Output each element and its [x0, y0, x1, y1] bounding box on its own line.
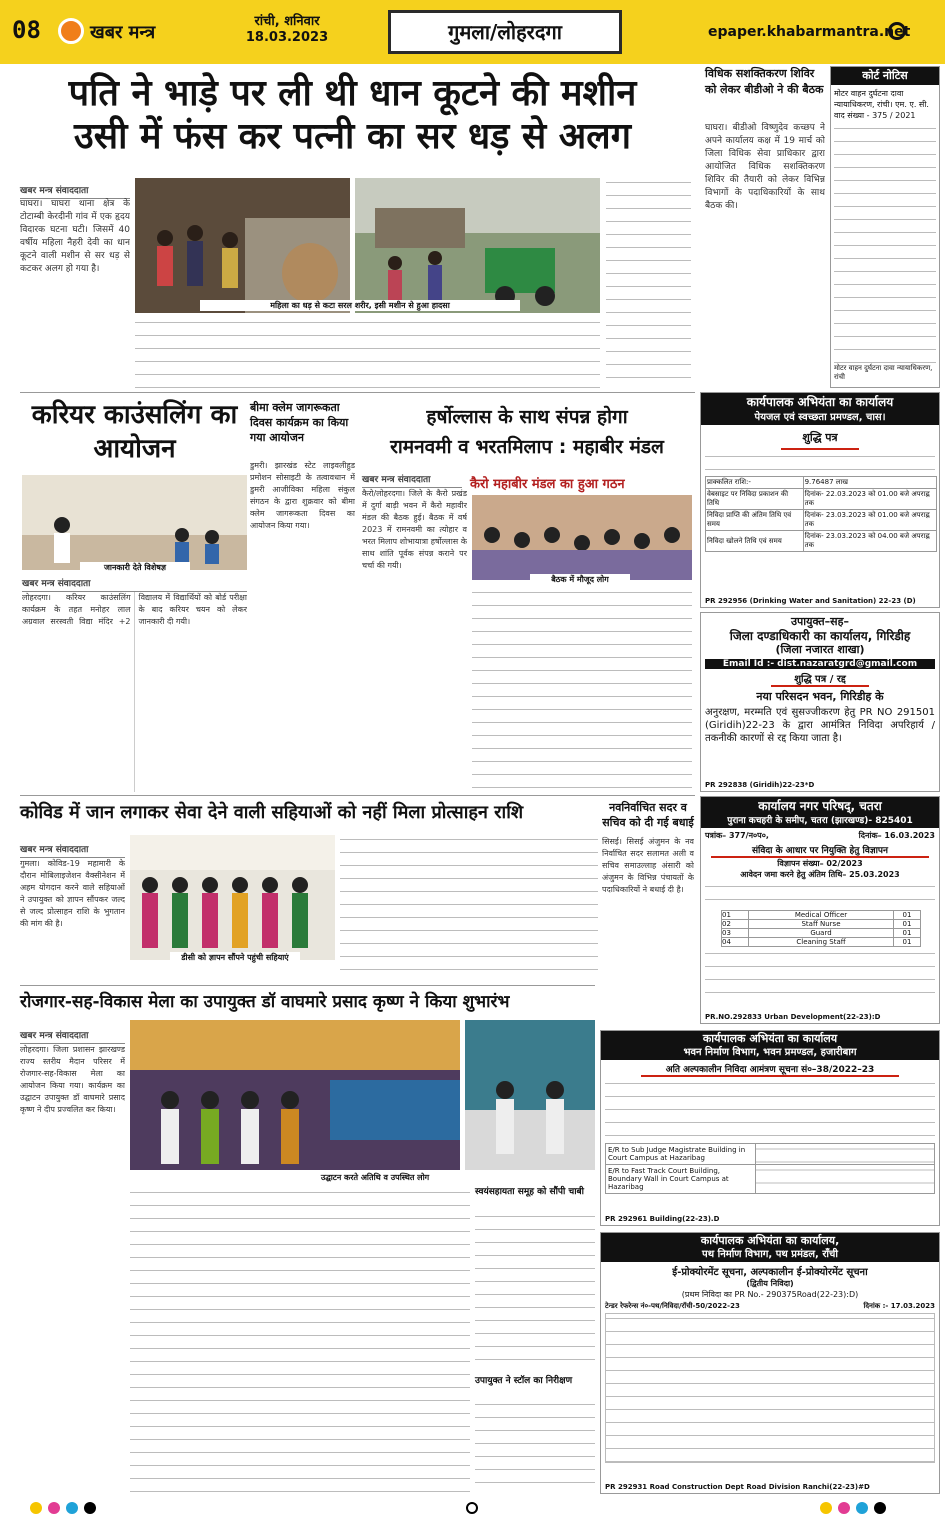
chatra-subhead: संविदा के आधार पर नियुक्ति हेतु विज्ञापन: [711, 843, 929, 858]
registration-dot-icon: [30, 1502, 42, 1514]
rojgar-side-body-2: [475, 1400, 595, 1492]
print-registration-footer: [0, 1499, 945, 1517]
ranchi-pr: PR 292931 Road Construction Dept Road Division Ranchi(22-23)#D: [605, 1483, 870, 1491]
photo-meeting-icon: [472, 495, 692, 580]
court-notice-body: मोटर वाहन दुर्घटना दावा न्यायाधिकरण, रांची। एम. ए. सी. वाद संख्या - 375 / 2021: [834, 89, 929, 120]
chas-row-label: वेबसाइट पर निविदा प्रकाशन की तिथि: [706, 489, 804, 510]
court-notice-ad: [830, 66, 940, 388]
vidhik-lead: घाघरा। बीडीओ विष्णुदेव कच्छप ने अपने कार्यालय कक्ष में 19 मार्च को जिला विधिक सेवा प्राधिकार द्वारा आयोजित विधिक सशक्तिकरण शिविर की तैयारी को लेकर विभिन्न विभागों के पदाधिकारियों के साथ बैठक की।: [705, 123, 825, 211]
main-byline: खबर मन्त्र संवाददाता: [20, 183, 130, 199]
hazaribagh-title-2: भवन निर्माण विभाग, भवन प्रमण्डल, हजारीबाग: [601, 1046, 939, 1060]
chatra-posts-table: [721, 910, 921, 947]
ranchi-date: दिनांक :- 17.03.2023: [863, 1302, 935, 1310]
giridih-body-2: अनुरक्षण, मरम्मति एवं सुसज्जीकरण हेतु PR NO 291501 (Giridih)22-23 के द्वारा आमंत्रित निविदा अपरिहार्य / तकनीकी कारणों से रद्द किया जाता है।: [705, 707, 935, 744]
ramnavami-headline-line-2: रामनवमी व भरतमिलाप : महाबीर मंडल: [390, 436, 664, 458]
giridih-title-1: उपायुक्त–सह–: [791, 615, 849, 628]
site-link[interactable]: epaper.khabarmantra.net: [708, 24, 911, 40]
ramnavami-byline: खबर मन्त्र संवाददाता: [362, 472, 462, 488]
chas-row-value: दिनांक- 22.03.2023 को 01.00 बजे अपराह्न तक: [803, 489, 936, 510]
photo-people-icon: [135, 178, 350, 313]
main-headline-line-1: पति ने भाड़े पर ली थी धान कूटने की मशीन: [68, 73, 637, 114]
ramnavami-body: [472, 588, 692, 788]
main-body-lower: [135, 318, 600, 388]
chatra-subtitle: पुराना कचहरी के समीप, चतरा (झारखण्ड)- 825401: [701, 815, 939, 828]
chatra-post-name: Staff Nurse: [748, 920, 893, 929]
chatra-patrank: पत्रांक– 377/न०प०,: [705, 831, 769, 840]
chas-row-label: निविदा खोलने तिथि एवं समय: [706, 531, 804, 552]
hazaribagh-subhead: अति अल्पकालीन निविदा आमंत्रण सूचना सं०–38/2022–23: [641, 1062, 899, 1077]
chas-subtitle: पेयजल एवं स्वच्छता प्रमण्डल, चास।: [701, 411, 939, 425]
photo-event-icon: [130, 1020, 460, 1170]
ramnavami-photo: [472, 495, 692, 580]
chatra-vigyapan: विज्ञापन संख्या– 02/2023: [777, 859, 863, 868]
chatra-ref: [705, 830, 935, 841]
chatra-post-count: 01: [894, 911, 921, 920]
covid-byline: खबर मन्त्र संवाददाता: [20, 842, 125, 858]
covid-headline: कोविड में जान लगाकर सेवा देने वाली सहियाओं को नहीं मिला प्रोत्साहन राशि: [20, 802, 524, 823]
chatra-post-num: 04: [722, 938, 749, 947]
court-notice-footer: मोटर वाहन दुर्घटना दावा न्यायाधिकरण, रांची: [834, 364, 933, 381]
chatra-post-name: Cleaning Staff: [748, 938, 893, 947]
chas-title: कार्यपालक अभियंता का कार्यालय: [701, 393, 939, 411]
chatra-last-date: आवेदन जमा करने हेतु अंतिम तिथि– 25.03.2023: [740, 870, 900, 879]
hazaribagh-pr: PR 292961 Building(22-23).D: [605, 1215, 720, 1223]
chas-row-value: 9.76487 लाख: [803, 477, 936, 489]
rojgar-side-head-1: स्वयंसहायता समूह को सौंपी चाबी: [475, 1187, 584, 1197]
career-photo-caption: जानकारी देते विशेषज्ञ: [80, 562, 190, 573]
insurance-headline: बीमा क्लेम जागरूकता दिवस कार्यक्रम का किया गया आयोजन: [250, 401, 349, 444]
insurance-lead: डुमरी। झारखंड स्टेट लाइवलीहुड प्रमोशन सोसाइटी के तत्वावधान में डुमरी आजीविका महिला संकुल संगठन के द्वारा शुक्रवार को बीमा क्लेम जागरूकता दिवस का आयोजन किया गया।: [250, 461, 355, 530]
rojgar-photo-1: [130, 1020, 460, 1170]
rojgar-lead: लोहरदगा। जिला प्रशासन झारखण्ड राज्य स्तरीय मैदान परिसर में रोजगार-सह-विकास मेला का आयोजन किया गया। कार्यक्रम का उद्घाटन उपायुक्त डॉ वाघमारे प्रसाद कृष्ण ने दीप प्रज्वलित कर किया।: [20, 1045, 125, 1114]
chas-row-value: दिनांक- 23.03.2023 को 01.00 बजे अपराह्न तक: [803, 510, 936, 531]
main-headline-line-2: उसी में फंस कर पत्नी का सर धड़ से अलग: [74, 116, 631, 157]
career-photo: [22, 475, 247, 570]
giridih-email: Email Id :- dist.nazaratgrd@gmail.com: [705, 659, 935, 669]
hazaribagh-title-1: कार्यपालक अभियंता का कार्यालय: [601, 1031, 939, 1046]
chas-row-label: निविदा प्राप्ति की अंतिम तिथि एवं समय: [706, 510, 804, 531]
rojgar-byline: खबर मन्त्र संवाददाता: [20, 1028, 125, 1044]
photo-machine-icon: [355, 178, 600, 313]
registration-dot-icon: [66, 1502, 78, 1514]
brand-name: खबर मन्त्र: [90, 22, 156, 43]
vidhik-headline: विधिक सशक्तिकरण शिविर को लेकर बीडीओ ने की बैठक: [705, 67, 824, 96]
secretary-headline: नवनिर्वाचित सदर व सचिव को दी गई बधाई: [602, 801, 694, 829]
ranchi-title-1: कार्यपालक अभियंता का कार्यालय,: [601, 1233, 939, 1248]
chatra-post-num: 02: [722, 920, 749, 929]
covid-lead: गुमला। कोविड-19 महामारी के दौरान मोबिलाइजेशन वैक्सीनेशन में अहम योगदान करने वाले सहियाओं ने उपायुक्त को ज्ञापन सौंपकर जल्द से जल्द प्रोत्साहन राशि के भुगतान की मांग की है।: [20, 859, 125, 928]
ranchi-ref: (प्रथम निविदा का PR No.- 290375Road(22-23):D): [681, 1290, 859, 1299]
chatra-date: दिनांक– 16.03.2023: [858, 831, 935, 840]
hazaribagh-ad: [600, 1030, 940, 1226]
chatra-notes: [705, 949, 935, 1001]
rojgar-body: [130, 1188, 470, 1493]
chas-table: [705, 476, 937, 552]
photo-group-icon: [130, 835, 335, 960]
ranchi-title-2: पथ निर्माण विभाग, पथ प्रमंडल, राँची: [601, 1248, 939, 1262]
career-lead: लोहरदगा। करियर काउंसलिंग कार्यक्रम के तहत मनोहर लाल अग्रवाल सरस्वती विद्या मंदिर +2 विद्यालय में विद्यार्थियों को बोर्ड परीक्षा के बाद करियर चयन को लेकर जानकारी दी गयी।: [22, 593, 247, 626]
main-photo-caption: महिला का धड़ से कटा सरल शरीर, इसी मशीन से हुआ हादसा: [200, 300, 520, 311]
main-headline: [20, 72, 685, 158]
giridih-subtitle: शुद्धि पत्र / रद्द: [771, 671, 869, 687]
rojgar-side-body-1: [475, 1212, 595, 1372]
ramnavami-photo-caption: बैठक में मौजूद लोग: [530, 574, 630, 585]
crosshair-icon: [466, 1502, 478, 1514]
ramnavami-subhead: कैरो महाबीर मंडल का हुआ गठन: [470, 477, 625, 492]
career-headline: करियर काउंसलिंग का आयोजन: [31, 400, 238, 464]
registration-dot-icon: [874, 1502, 886, 1514]
hazaribagh-table: [605, 1143, 935, 1194]
rojgar-photo-2: [465, 1020, 595, 1170]
masthead: [0, 0, 945, 64]
place: रांची, शनिवार: [254, 14, 320, 29]
ranchi-tender-row: [605, 1302, 935, 1311]
divider: [20, 795, 695, 796]
chatra-post-name: Medical Officer: [748, 911, 893, 920]
chas-pr: PR 292956 (Drinking Water and Sanitation) 22-23 (D): [705, 597, 916, 605]
registration-dot-icon: [838, 1502, 850, 1514]
main-photo-left: [135, 178, 350, 313]
chatra-ad: [700, 796, 940, 1024]
chatra-title: कार्यालय नगर परिषद्, चतरा: [701, 797, 939, 815]
rojgar-side-head-2: उपायुक्त ने स्टॉल का निरीक्षण: [475, 1376, 573, 1386]
court-notice-title: कोर्ट नोटिस: [831, 67, 939, 85]
rojgar-photo-caption: उद्घाटन करते अतिथि व उपस्थित लोग: [280, 1172, 470, 1183]
hazaribagh-details: [605, 1079, 935, 1141]
ranchi-subhead-2: (द्वितीय निविदा): [746, 1279, 794, 1288]
chas-row-value: दिनांक- 23.03.2023 को 04.00 बजे अपराह्न तक: [803, 531, 936, 552]
photo-stage-icon: [465, 1020, 595, 1170]
photo-classroom-icon: [22, 475, 247, 570]
page-number: 08: [12, 16, 41, 44]
career-byline: खबर मन्त्र संवाददाता: [22, 576, 247, 592]
chas-intro: [705, 452, 935, 474]
ramnavami-headline: [362, 402, 692, 462]
chatra-post-name: Guard: [748, 929, 893, 938]
chatra-post-count: 01: [894, 929, 921, 938]
dateline: [232, 14, 342, 46]
covid-body: [340, 835, 598, 980]
chas-shuddhi: शुद्धि पत्र: [781, 427, 859, 450]
ranchi-table: [605, 1313, 935, 1463]
ranchi-tender: टेन्डर रेफरेन्स नं०-पथ/निविदा/रॉची-50/2022-23: [605, 1302, 740, 1310]
registration-dot-icon: [820, 1502, 832, 1514]
divider: [20, 392, 695, 393]
covid-photo-caption: डीसी को ज्ञापन सौंपने पहुंची सहियाएं: [170, 952, 300, 963]
giridih-ad: [700, 612, 940, 792]
secretary-lead: सिसई। सिसई अंजुमन के नव निर्वाचित सदर सलामत अली व सचिव समाउल्लाह अंसारी को अंजुमन के विभिन्न पंचायतों के पदाधिकारियों ने बधाई दी है।: [602, 837, 694, 894]
registration-dot-icon: [856, 1502, 868, 1514]
chas-row-label: प्राक्कलित राशि:-: [706, 477, 804, 489]
ramnavami-lead: कैरो/लोहरदगा। जिले के कैरो प्रखंड में दुर्गा बाड़ी भवन में कैरो महावीर मंडल की बैठक हुई। बैठक में वर्ष 2023 में रामनवमी का त्योहार व भरत मिलाप शोभायात्रा हर्षोल्लास के साथ शांति पूर्वक संपन्न कराने पर चर्चा की गयी।: [362, 489, 467, 570]
chatra-post-num: 01: [722, 911, 749, 920]
chatra-intro: [705, 882, 935, 908]
main-photo-right: [355, 178, 600, 313]
ranchi-subhead: ई-प्रोक्योरमेंट सूचना, अल्पकालीन ई-प्रोक्योरमेंट सूचना: [672, 1267, 868, 1278]
giridih-pr: PR 292838 (Giridih)22-23*D: [705, 781, 815, 789]
main-body-side: [606, 178, 691, 388]
chatra-post-count: 01: [894, 920, 921, 929]
chas-ad: [700, 392, 940, 608]
giridih-title-2: जिला दण्डाधिकारी का कार्यालय, गिरिडीह: [729, 629, 911, 643]
registration-dot-icon: [48, 1502, 60, 1514]
date: 18.03.2023: [245, 30, 329, 45]
hazaribagh-item: E/R to Sub Judge Magistrate Building in Court Campus at Hazaribag: [606, 1144, 756, 1165]
brand-logo-icon: [58, 18, 84, 44]
rojgar-headline: रोजगार-सह-विकास मेला का उपायुक्त डॉ वाघमारे प्रसाद कृष्ण ने किया शुभारंभ: [20, 992, 510, 1012]
main-lead: घाघरा। घाघरा थाना क्षेत्र के टोटाम्बी केरदीनी गांव में एक हृदय विदारक घटना घटी। जिसमें 40 वर्षीय महिला नैहरी देवी का धान कूटने वाली मशीन से सर धड़ से कटकर अलग हो गया है।: [20, 199, 130, 274]
pointer-icon: [888, 22, 906, 40]
giridih-title-3: (जिला नजारत शाखा): [775, 643, 865, 656]
hazaribagh-item: E/R to Fast Track Court Building, Boundary Wall in Court Campus at Hazaribag: [606, 1165, 756, 1194]
registration-dot-icon: [84, 1502, 96, 1514]
section-title: गुमला/लोहरदगा: [388, 10, 622, 54]
ramnavami-headline-line-1: हर्षोल्लास के साथ संपन्न होगा: [426, 406, 628, 428]
chatra-pr: PR.NO.292833 Urban Development(22-23):D: [705, 1013, 881, 1021]
chatra-post-count: 01: [894, 938, 921, 947]
giridih-body-1: नया परिसदन भवन, गिरिडीह के: [756, 690, 884, 703]
court-notice-text: [834, 124, 936, 364]
covid-photo: [130, 835, 335, 960]
ranchi-ad: [600, 1232, 940, 1494]
chatra-post-num: 03: [722, 929, 749, 938]
